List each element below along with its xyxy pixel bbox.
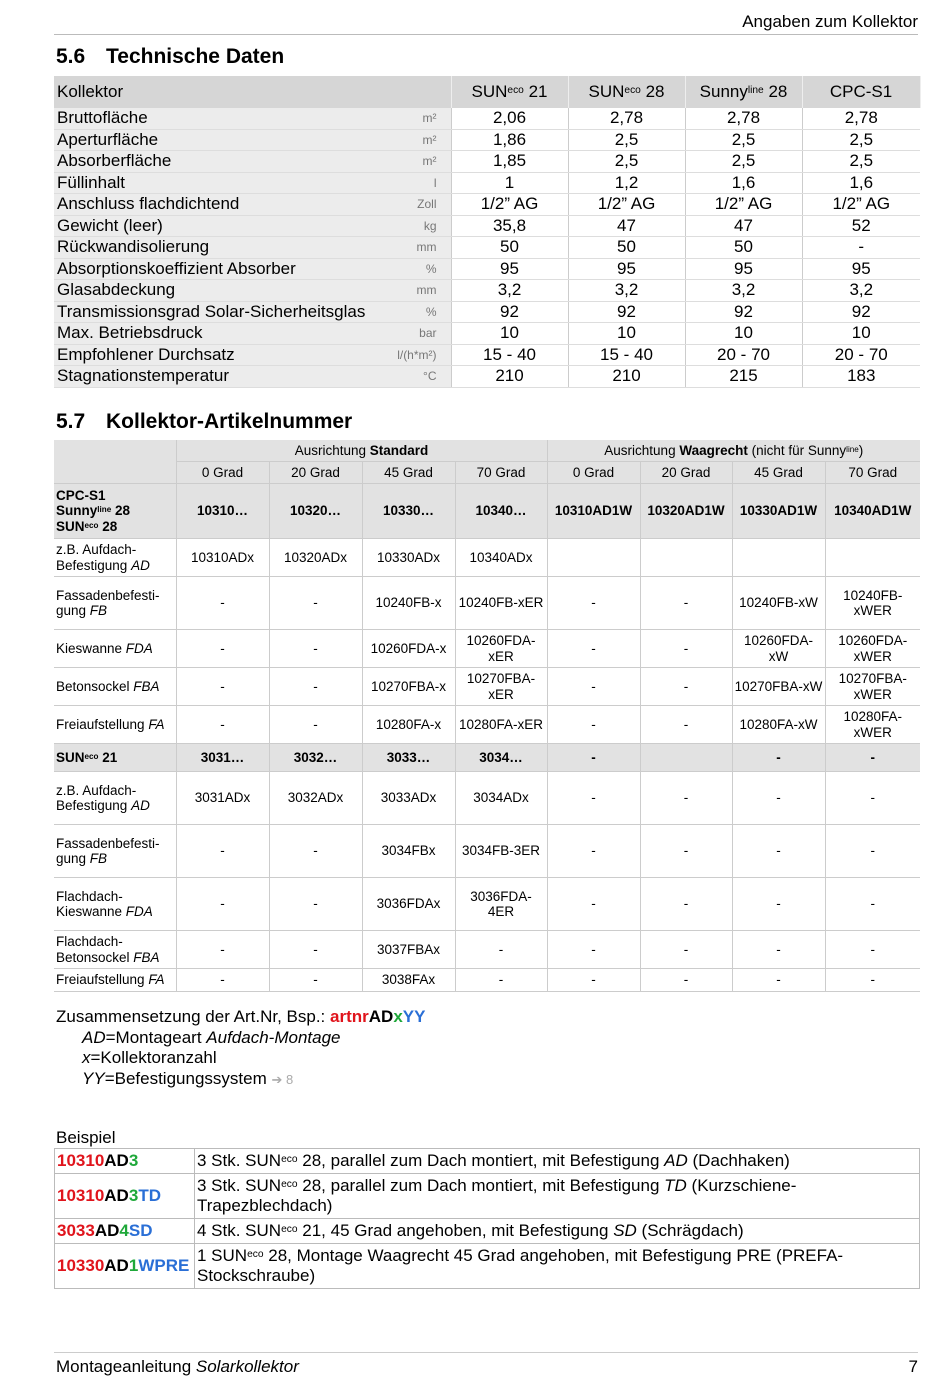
value-cell: 3,2 [685, 280, 802, 302]
article-number-cell: - [825, 931, 920, 969]
article-number-cell: 10240FB-xER [455, 577, 547, 630]
collector-group-row [54, 484, 920, 539]
row-label: Absorberfläche [54, 151, 376, 173]
article-number-cell: - [547, 706, 640, 744]
blank-header-cell [54, 440, 176, 484]
article-number-cell: 10320ADx [269, 539, 362, 577]
value-cell: 210 [451, 366, 568, 388]
value-cell: 2,5 [685, 151, 802, 173]
tech-row [54, 151, 920, 173]
article-number-cell: - [269, 878, 362, 931]
example-row [55, 1149, 920, 1174]
article-number-cell: - [176, 706, 269, 744]
article-row [54, 772, 920, 825]
article-prefix-cell: 10320… [269, 484, 362, 539]
value-cell: 1,85 [451, 151, 568, 173]
article-number-cell: 10240FB-xWER [825, 577, 920, 630]
col-header-cpc-s1: CPC-S1 [802, 76, 920, 108]
value-cell: 3,2 [451, 280, 568, 302]
value-cell: 2,5 [802, 151, 920, 173]
row-label: Aperturfläche [54, 129, 376, 151]
tech-data-table [54, 76, 921, 388]
article-number-cell: - [269, 577, 362, 630]
example-table [54, 1148, 920, 1289]
value-cell: 2,5 [568, 151, 685, 173]
article-number-cell: - [455, 969, 547, 992]
tech-row [54, 129, 920, 151]
tech-row [54, 301, 920, 323]
article-number-cell: - [269, 630, 362, 668]
tech-row [54, 194, 920, 216]
article-number-cell: - [176, 825, 269, 878]
value-cell: 10 [568, 323, 685, 345]
article-row [54, 969, 920, 992]
col-header-kollektor: Kollektor [54, 76, 451, 108]
art-nr-composition [56, 1007, 425, 1090]
value-cell: 92 [685, 301, 802, 323]
article-number-cell: - [640, 931, 732, 969]
article-number-cell: - [732, 931, 825, 969]
value-cell: 47 [685, 215, 802, 237]
header-section-title: Angaben zum Kollektor [742, 12, 918, 31]
article-prefix-cell: - [825, 744, 920, 772]
group-standard: Ausrichtung Standard [176, 440, 547, 462]
composition-yy: YY=Befestigungssystem ➔ 8 [82, 1068, 294, 1088]
angle-header: 70 Grad [455, 462, 547, 484]
article-number-cell: - [176, 969, 269, 992]
article-number-cell: - [825, 772, 920, 825]
row-label: Absorptionskoeffizient Absorber [54, 258, 376, 280]
mounting-label: z.B. Aufdach-Befestigung AD [54, 772, 176, 825]
value-cell: 92 [802, 301, 920, 323]
article-number-cell: 3034ADx [455, 772, 547, 825]
value-cell: 15 - 40 [568, 344, 685, 366]
row-unit: % [376, 258, 451, 280]
article-number-table [54, 440, 920, 992]
example-description: 1 $SUN^{eco}$ 28, Montage Waagrecht 45 Grad angehoben, mit Befestigung PRE (PREFA-Stockschraube) [195, 1244, 920, 1289]
row-label: Max. Betriebsdruck [54, 323, 376, 345]
article-prefix-cell: 10330AD1W [732, 484, 825, 539]
example-code: 10330AD1WPRE [55, 1244, 195, 1289]
section-number: 5.7 [56, 410, 86, 433]
article-number-cell: - [176, 630, 269, 668]
article-number-cell: - [640, 706, 732, 744]
row-unit: °C [376, 366, 451, 388]
row-unit: kg [376, 215, 451, 237]
article-number-cell: 10260FDA-xER [455, 630, 547, 668]
tech-row [54, 215, 920, 237]
article-number-cell: 10260FDA-xWER [825, 630, 920, 668]
article-number-cell: - [547, 630, 640, 668]
composition-intro: Zusammensetzung der Art.Nr, Bsp.: artnrADxYY [56, 1007, 426, 1026]
value-cell: 2,06 [451, 108, 568, 129]
article-prefix-cell: - [547, 744, 640, 772]
example-row [55, 1219, 920, 1244]
collector-group-label: CPC-S1 Sunny$^{line}$ 28 $SUN^{eco}$ 28 [54, 484, 176, 539]
article-number-cell: - [176, 577, 269, 630]
tech-row [54, 280, 920, 302]
value-cell: 2,78 [685, 108, 802, 129]
article-number-cell: - [732, 772, 825, 825]
tech-row [54, 172, 920, 194]
row-unit: l/(h*m²) [376, 344, 451, 366]
article-prefix-cell: 3031… [176, 744, 269, 772]
value-cell: 95 [802, 258, 920, 280]
page-number: 7 [908, 1357, 918, 1376]
article-number-cell: 10280FA-xWER [825, 706, 920, 744]
article-prefix-cell: 10340… [455, 484, 547, 539]
article-prefix-cell: 3034… [455, 744, 547, 772]
article-number-cell: 10240FB-xW [732, 577, 825, 630]
angle-header: 45 Grad [362, 462, 455, 484]
article-number-cell: - [176, 931, 269, 969]
article-number-cell: - [269, 931, 362, 969]
article-number-cell: - [640, 772, 732, 825]
article-number-cell: 10340ADx [455, 539, 547, 577]
angle-header: 0 Grad [176, 462, 269, 484]
article-number-cell: 3037FBAx [362, 931, 455, 969]
article-number-cell: 10270FBA-xWER [825, 668, 920, 706]
value-cell: 35,8 [451, 215, 568, 237]
col-header-sun28: $SUN^{eco}$ 28 [568, 76, 685, 108]
article-prefix-cell: 10320AD1W [640, 484, 732, 539]
mounting-label: Fassadenbefesti-gung FB [54, 577, 176, 630]
row-label: Anschluss flachdichtend [54, 194, 376, 216]
article-number-cell: 3034FBx [362, 825, 455, 878]
article-number-cell [732, 539, 825, 577]
row-unit: l [376, 172, 451, 194]
article-prefix-cell: 10330… [362, 484, 455, 539]
article-number-cell: - [547, 878, 640, 931]
article-number-cell: 3034FB-3ER [455, 825, 547, 878]
example-code: 3033AD4SD [55, 1219, 195, 1244]
article-number-cell: - [825, 878, 920, 931]
value-cell: 50 [451, 237, 568, 259]
example-title: Beispiel [56, 1128, 116, 1147]
article-number-cell: - [269, 706, 362, 744]
value-cell: 47 [568, 215, 685, 237]
value-cell: 95 [451, 258, 568, 280]
article-prefix-cell: 3032… [269, 744, 362, 772]
value-cell: 2,5 [568, 129, 685, 151]
mounting-label: Betonsockel FBA [54, 668, 176, 706]
value-cell: 183 [802, 366, 920, 388]
article-number-cell: - [176, 878, 269, 931]
article-row [54, 668, 920, 706]
value-cell: 92 [451, 301, 568, 323]
article-prefix-cell: 10310AD1W [547, 484, 640, 539]
row-unit: Zoll [376, 194, 451, 216]
value-cell: 1/2” AG [568, 194, 685, 216]
article-number-cell: - [640, 668, 732, 706]
value-cell: 2,5 [802, 129, 920, 151]
tech-row [54, 108, 920, 129]
article-number-cell: 3033ADx [362, 772, 455, 825]
value-cell: 215 [685, 366, 802, 388]
angle-header: 20 Grad [269, 462, 362, 484]
value-cell: 95 [685, 258, 802, 280]
article-number-cell: - [547, 825, 640, 878]
article-number-cell: - [640, 969, 732, 992]
article-number-cell: 10260FDA-xW [732, 630, 825, 668]
row-label: Rückwandisolierung [54, 237, 376, 259]
value-cell: 1,6 [685, 172, 802, 194]
row-label: Gewicht (leer) [54, 215, 376, 237]
mounting-label: Flachdach-Betonsockel FBA [54, 931, 176, 969]
mounting-label: Fassadenbefesti-gung FB [54, 825, 176, 878]
value-cell: 1/2” AG [451, 194, 568, 216]
article-number-cell: - [455, 931, 547, 969]
angle-header-row [54, 462, 920, 484]
article-row [54, 878, 920, 931]
row-unit: m² [376, 151, 451, 173]
row-unit: m² [376, 129, 451, 151]
article-number-cell [547, 539, 640, 577]
article-row [54, 630, 920, 668]
article-number-cell: 10310ADx [176, 539, 269, 577]
article-number-cell: - [547, 772, 640, 825]
article-number-cell: - [825, 825, 920, 878]
article-number-cell: - [732, 825, 825, 878]
value-cell: 1/2” AG [802, 194, 920, 216]
value-cell: 92 [568, 301, 685, 323]
example-code: 10310AD3 [55, 1149, 195, 1174]
value-cell: 1,2 [568, 172, 685, 194]
article-row [54, 706, 920, 744]
value-cell: 50 [568, 237, 685, 259]
mounting-label: Freiaufstellung FA [54, 969, 176, 992]
example-row [55, 1244, 920, 1289]
value-cell: 3,2 [568, 280, 685, 302]
group-waagrecht: Ausrichtung Waagrecht (nicht für Sunny$^{line}$) [547, 440, 920, 462]
mounting-label: z.B. Aufdach-Befestigung AD [54, 539, 176, 577]
mounting-label: Kieswanne FDA [54, 630, 176, 668]
article-number-cell: 3036FDAx [362, 878, 455, 931]
article-number-cell: - [732, 969, 825, 992]
row-label: Bruttofläche [54, 108, 376, 129]
value-cell: 20 - 70 [685, 344, 802, 366]
article-number-cell: 10280FA-xW [732, 706, 825, 744]
value-cell: 10 [451, 323, 568, 345]
row-label: Stagnationstemperatur [54, 366, 376, 388]
tech-row [54, 258, 920, 280]
article-number-cell: - [640, 878, 732, 931]
mounting-label: Freiaufstellung FA [54, 706, 176, 744]
value-cell: 15 - 40 [451, 344, 568, 366]
value-cell: 10 [802, 323, 920, 345]
composition-x: x=Kollektoranzahl [82, 1048, 217, 1067]
value-cell: 2,5 [685, 129, 802, 151]
article-number-cell: 10280FA-x [362, 706, 455, 744]
row-label: Transmissionsgrad Solar-Sicherheitsglas [54, 301, 376, 323]
value-cell: 50 [685, 237, 802, 259]
value-cell: - [802, 237, 920, 259]
collector-group-label: $SUN^{eco}$ 21 [54, 744, 176, 772]
row-label: Empfohlener Durchsatz [54, 344, 376, 366]
row-label: Füllinhalt [54, 172, 376, 194]
article-row [54, 825, 920, 878]
value-cell: 1 [451, 172, 568, 194]
section-5-6-heading [56, 45, 284, 69]
tech-table-header [54, 76, 920, 108]
article-number-cell: - [269, 825, 362, 878]
orientation-header-row [54, 440, 920, 462]
article-prefix-cell: 10310… [176, 484, 269, 539]
value-cell: 210 [568, 366, 685, 388]
angle-header: 70 Grad [825, 462, 920, 484]
section-title: Kollektor-Artikelnummer [106, 410, 353, 433]
page-footer [54, 1352, 918, 1376]
article-number-cell [825, 539, 920, 577]
article-prefix-cell [640, 744, 732, 772]
collector-group-row [54, 744, 920, 772]
article-number-cell: - [176, 668, 269, 706]
article-number-cell: 3032ADx [269, 772, 362, 825]
article-number-cell: 10280FA-xER [455, 706, 547, 744]
value-cell: 2,78 [802, 108, 920, 129]
page-header [54, 10, 918, 35]
article-number-cell [640, 539, 732, 577]
row-unit: mm [376, 280, 451, 302]
article-number-cell: - [547, 577, 640, 630]
row-unit: m² [376, 108, 451, 129]
row-unit: % [376, 301, 451, 323]
article-number-cell: - [640, 825, 732, 878]
row-unit: bar [376, 323, 451, 345]
col-header-sun21: $SUN^{eco}$ 21 [451, 76, 568, 108]
tech-row [54, 366, 920, 388]
article-number-cell: - [547, 668, 640, 706]
example-description: 4 Stk. $SUN^{eco}$ 21, 45 Grad angehoben, mit Befestigung SD (Schrägdach) [195, 1219, 920, 1244]
angle-header: 20 Grad [640, 462, 732, 484]
article-number-cell: 3038FAx [362, 969, 455, 992]
article-row [54, 931, 920, 969]
angle-header: 45 Grad [732, 462, 825, 484]
composition-ad: AD=Montageart Aufdach-Montage [82, 1027, 341, 1047]
row-unit: mm [376, 237, 451, 259]
section-5-7-heading [56, 410, 352, 434]
article-number-cell: 10270FBA-xER [455, 668, 547, 706]
section-title: Technische Daten [106, 45, 285, 68]
article-prefix-cell: 3033… [362, 744, 455, 772]
article-number-cell: - [547, 931, 640, 969]
example-description: 3 Stk. $SUN^{eco}$ 28, parallel zum Dach montiert, mit Befestigung AD (Dachhaken) [195, 1149, 920, 1174]
col-header-sunny28: Sunny$^{line}$ 28 [685, 76, 802, 108]
value-cell: 95 [568, 258, 685, 280]
article-number-cell: - [825, 969, 920, 992]
value-cell: 2,78 [568, 108, 685, 129]
article-prefix-cell: - [732, 744, 825, 772]
example-row [55, 1174, 920, 1219]
article-number-cell: - [547, 969, 640, 992]
article-number-cell: - [732, 878, 825, 931]
value-cell: 10 [685, 323, 802, 345]
tech-row [54, 344, 920, 366]
footer-title: Montageanleitung Solarkollektor [56, 1357, 299, 1376]
article-number-cell: - [269, 668, 362, 706]
article-number-cell: 3036FDA-4ER [455, 878, 547, 931]
value-cell: 3,2 [802, 280, 920, 302]
angle-header: 0 Grad [547, 462, 640, 484]
tech-row [54, 237, 920, 259]
page-reference-arrow[interactable]: ➔ 8 [271, 1071, 294, 1087]
example-description: 3 Stk. $SUN^{eco}$ 28, parallel zum Dach montiert, mit Befestigung TD (Kurzschiene-Trapezblechdach) [195, 1174, 920, 1219]
article-number-cell: - [640, 577, 732, 630]
article-number-cell: 10330ADx [362, 539, 455, 577]
article-number-cell: - [640, 630, 732, 668]
article-row [54, 539, 920, 577]
article-number-cell: 10260FDA-x [362, 630, 455, 668]
example-code: 10310AD3TD [55, 1174, 195, 1219]
value-cell: 1/2” AG [685, 194, 802, 216]
value-cell: 1,6 [802, 172, 920, 194]
article-number-cell: - [269, 969, 362, 992]
article-number-cell: 10270FBA-x [362, 668, 455, 706]
value-cell: 52 [802, 215, 920, 237]
article-number-cell: 10240FB-x [362, 577, 455, 630]
article-number-cell: 3031ADx [176, 772, 269, 825]
value-cell: 1,86 [451, 129, 568, 151]
value-cell: 20 - 70 [802, 344, 920, 366]
tech-row [54, 323, 920, 345]
section-number: 5.6 [56, 45, 86, 68]
article-prefix-cell: 10340AD1W [825, 484, 920, 539]
row-label: Glasabdeckung [54, 280, 376, 302]
article-row [54, 577, 920, 630]
article-number-cell: 10270FBA-xW [732, 668, 825, 706]
mounting-label: Flachdach-Kieswanne FDA [54, 878, 176, 931]
